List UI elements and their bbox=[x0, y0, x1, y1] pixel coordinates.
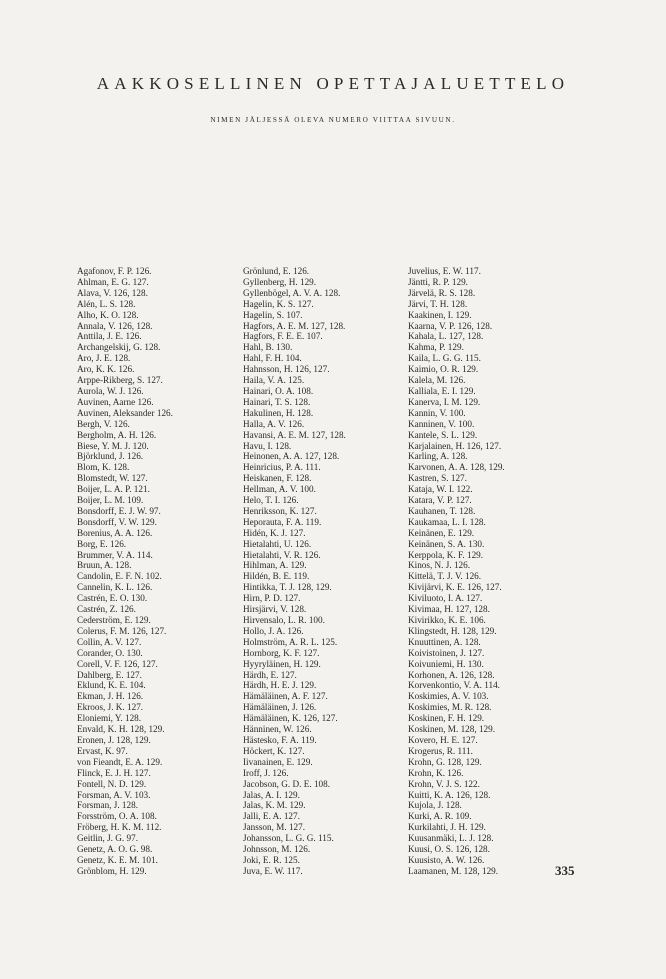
index-entry: Hämäläinen, J. 126. bbox=[243, 702, 317, 713]
index-entry: Hagelin, K. S. 127. bbox=[243, 298, 314, 309]
index-entry: Kuusi, O. S. 126, 128. bbox=[408, 844, 490, 855]
index-entry: Hainari, O. A. 108. bbox=[243, 385, 314, 396]
index-entry: Kanninen, V. 100. bbox=[408, 418, 475, 429]
index-entry: Krogerus, R. 111. bbox=[408, 745, 473, 756]
index-entry: Forsström, O. A. 108. bbox=[77, 811, 157, 822]
index-entry: Blomstedt, W. 127. bbox=[77, 473, 148, 484]
index-entry: Kinos, N. J. 126. bbox=[408, 560, 471, 571]
index-entry: Genetz, K. E. M. 101. bbox=[77, 854, 158, 865]
index-entry: Hainari, T. S. 128. bbox=[243, 396, 311, 407]
index-entry: Collin, A. V. 127. bbox=[77, 636, 142, 647]
index-entry: Iroff, J. 126. bbox=[243, 767, 289, 778]
index-entry: Genetz, A. O. G. 98. bbox=[77, 844, 153, 855]
index-entry: Helo, T. I. 126. bbox=[243, 495, 299, 506]
index-entry: Johnsson, M. 126. bbox=[243, 844, 311, 855]
index-entry: Kastren, S. 127. bbox=[408, 473, 467, 484]
index-entry: Grönlund, E. 126. bbox=[243, 266, 310, 276]
index-entry: Bonsdorff, E. J. W. 97. bbox=[77, 505, 161, 516]
index-entry: Jalas, K. M. 129. bbox=[243, 800, 306, 811]
index-entry: Jacobson, G. D. E. 108. bbox=[243, 778, 331, 789]
index-entry: Grönblom, H. 129. bbox=[77, 865, 147, 876]
index-entry: Järvi, T. H. 128. bbox=[408, 298, 468, 309]
index-entry: Biese, Y. M. J. 120. bbox=[77, 440, 149, 451]
index-entry: Koskimies, A. V. 103. bbox=[408, 691, 489, 702]
index-entry: Hahl, F. H. 104. bbox=[243, 353, 302, 364]
index-entry: Härdh, H. E. J. 129. bbox=[243, 680, 317, 691]
index-entry: Hirvensalo, L. R. 100. bbox=[243, 615, 325, 625]
index-entry: Heiskanen, F. 128. bbox=[243, 473, 312, 484]
index-entry: Hirsjärvi, V. 128. bbox=[243, 604, 307, 615]
index-entry: Kanerva, I. M. 129. bbox=[408, 396, 481, 407]
index-entry: Kurkilahti, J. H. 129. bbox=[408, 822, 486, 833]
page-subtitle: NIMEN JÄLJESSÄ OLEVA NUMERO VIITTAA SIVUUN. bbox=[210, 116, 456, 124]
index-entry: Korhonen, A. 126, 128. bbox=[408, 669, 495, 680]
index-entry: Kittelä, T. J. V. 126. bbox=[408, 571, 482, 582]
index-entry: Blom, K. 128. bbox=[77, 462, 130, 473]
page-number: 335 bbox=[555, 863, 575, 878]
index-entry: Krohn, V. J. S. 122. bbox=[408, 778, 480, 789]
index-entry: Karvonen, A. A. 128, 129. bbox=[408, 462, 505, 473]
index-entry: Joki, E. R. 125. bbox=[243, 854, 300, 865]
index-entry: Boijer, L. M. 109. bbox=[77, 495, 144, 506]
index-entry: Heinonen, A. A. 127, 128. bbox=[243, 451, 340, 462]
index-entry: Castrén, Z. 126. bbox=[77, 604, 136, 615]
index-entry: Hagelin, S. 107. bbox=[243, 309, 303, 320]
index-entry: Hollo, J. A. 126. bbox=[243, 625, 304, 636]
index-entry: Colerus, F. M. 126, 127. bbox=[77, 625, 167, 636]
index-entry: Jalas, A. I. 129. bbox=[243, 789, 300, 800]
index-entry: Juva, E. W. 117. bbox=[243, 865, 303, 876]
index-entry: Kuusanmäki, L. J. 128. bbox=[408, 833, 494, 844]
index-entry: Kaila, L. G. G. 115. bbox=[408, 353, 481, 364]
index-entry: Kuusisto, A. W. 126. bbox=[408, 854, 485, 865]
index-entry: Kaakinen, I. 129. bbox=[408, 309, 472, 320]
index-entry: Klingstedt, H. 128, 129. bbox=[408, 625, 497, 636]
index-entry: Kataja, W. I. 122. bbox=[408, 484, 473, 495]
index-entry: Kivijärvi, K. E. 126, 127. bbox=[408, 582, 502, 593]
index-entry: Auvinen, Aleksander 126. bbox=[77, 407, 173, 418]
index-entry: Kivirikko, K. E. 106. bbox=[408, 615, 486, 625]
index-entry: Fontell, N. D. 129. bbox=[77, 778, 147, 789]
index-entry: Heporauta, F. A. 119. bbox=[243, 516, 322, 527]
index-entry: Boijer, L. A. P. 121. bbox=[77, 484, 150, 495]
index-entry: Anttila, J. E. 126. bbox=[77, 331, 142, 342]
index-entry: Haila, V. A. 125. bbox=[243, 375, 305, 386]
index-entry: Kaarna, V. P. 126, 128. bbox=[408, 320, 493, 331]
index-entry: Kiviluoto, I. A. 127. bbox=[408, 593, 483, 604]
index-entry: Kahma, P. 129. bbox=[408, 342, 464, 353]
index-entry: Koskinen, F. H. 129. bbox=[408, 713, 485, 724]
index-entry: Hämäläinen, A. F. 127. bbox=[243, 691, 328, 702]
page-title: AAKKOSELLINEN OPETTAJALUETTELO bbox=[96, 74, 570, 93]
index-entry: Karjalainen, H. 126, 127. bbox=[408, 440, 502, 451]
index-entry: Gyllenberg, H. 129. bbox=[243, 276, 317, 287]
index-entry: Fröberg, H. K. M. 112. bbox=[77, 822, 162, 833]
index-entry: Hirn, P. D. 127. bbox=[243, 593, 301, 604]
index-entry: Aurola, W. J. 126. bbox=[77, 385, 144, 396]
index-entry: Kujola, J. 128. bbox=[408, 800, 462, 811]
index-entry: Havansi, A. E. M. 127, 128. bbox=[243, 429, 346, 440]
index-entry: Gyllenbögel, A. V. A. 128. bbox=[243, 287, 341, 298]
index-entry: Hahnsson, H. 126, 127. bbox=[243, 364, 330, 375]
index-entry: Cederström, E. 129. bbox=[77, 615, 151, 625]
index-entry: Kaukamaa, L. I. 128. bbox=[408, 516, 486, 527]
index-entry: von Fieandt, E. A. 129. bbox=[77, 756, 163, 767]
index-entry: Korvenkontio, V. A. 114. bbox=[408, 680, 500, 691]
index-entry: Borg, E. 126. bbox=[77, 538, 127, 549]
index-entry: Kovero, H. E. 127. bbox=[408, 734, 478, 745]
index-column-3 bbox=[408, 266, 505, 877]
index-entry: Hahl, B. 130. bbox=[243, 342, 293, 353]
index-entry: Hakulinen, H. 128. bbox=[243, 407, 314, 418]
index-entry: Hästesko, F. A. 119. bbox=[243, 734, 317, 745]
index-entry: Hietalahti, V. R. 126. bbox=[243, 549, 321, 560]
index-entry: Keinänen, E. 129. bbox=[408, 527, 475, 538]
index-entry: Kannin, V. 100. bbox=[408, 407, 466, 418]
index-entry: Knuuttinen, A. 128. bbox=[408, 636, 481, 647]
index-entry: Juvelius, E. W. 117. bbox=[408, 266, 481, 276]
index-entry: Hyyryläinen, H. 129. bbox=[243, 658, 321, 669]
index-entry: Dahlberg, E. 127. bbox=[77, 669, 142, 680]
index-entry: Hintikka, T. J. 128, 129. bbox=[243, 582, 332, 593]
index-entry: Alava, V. 126, 128. bbox=[77, 287, 148, 298]
index-entry: Flinck, E. J. H. 127. bbox=[77, 767, 151, 778]
index-entry: Ekroos, J. K. 127. bbox=[77, 702, 144, 713]
index-entry: Forsman, A. V. 103. bbox=[77, 789, 151, 800]
index-entry: Koivuniemi, H. 130. bbox=[408, 658, 484, 669]
index-entry: Hellman, A. V. 100. bbox=[243, 484, 316, 495]
index-entry: Koskinen, M. 128, 129. bbox=[408, 724, 496, 735]
index-entry: Brummer, V. A. 114. bbox=[77, 549, 153, 560]
index-entry: Kalliala, E. I. 129. bbox=[408, 385, 476, 396]
index-entry: Krohn, K. 126. bbox=[408, 767, 464, 778]
index-entry: Candolin, E. F. N. 102. bbox=[77, 571, 162, 582]
index-entry: Hidén, K. J. 127. bbox=[243, 527, 306, 538]
index-entry: Katara, V. P. 127. bbox=[408, 495, 472, 506]
index-entry: Auvinen, Aarne 126. bbox=[77, 396, 154, 407]
index-entry: Koskimies, M. R. 128. bbox=[408, 702, 492, 713]
index-entry: Kantele, S. L. 129. bbox=[408, 429, 478, 440]
index-column-2 bbox=[243, 266, 346, 877]
index-entry: Eloniemi, Y. 128. bbox=[77, 713, 142, 724]
index-entry: Iivanainen, E. 129. bbox=[243, 756, 313, 767]
index-entry: Hildén, B. E. 119. bbox=[243, 571, 310, 582]
index-entry: Alho, K. O. 128. bbox=[77, 309, 139, 320]
index-entry: Laamanen, M. 128, 129. bbox=[408, 865, 499, 876]
index-entry: Keinänen, S. A. 130. bbox=[408, 538, 485, 549]
index-entry: Kalela, M. 126. bbox=[408, 375, 466, 386]
index-entry: Järvelä, R. S. 128. bbox=[408, 287, 476, 298]
index-entry: Hietalahti, U. 126. bbox=[243, 538, 312, 549]
index-entry: Forsman, J. 128. bbox=[77, 800, 138, 811]
index-entry: Corell, V. F. 126, 127. bbox=[77, 658, 158, 669]
index-entry: Kivimaa, H. 127, 128. bbox=[408, 604, 490, 615]
index-entry: Bergholm, A. H. 126. bbox=[77, 429, 157, 440]
index-entry: Borenius, A. A. 126. bbox=[77, 527, 153, 538]
index-entry: Corander, O. 130. bbox=[77, 647, 143, 658]
index-entry: Jalli, E. A. 127. bbox=[243, 811, 300, 822]
index-entry: Havu, I. 128. bbox=[243, 440, 292, 451]
index-entry: Henriksson, K. 127. bbox=[243, 505, 317, 516]
index-entry: Ekman, J. H. 126. bbox=[77, 691, 144, 702]
index-entry: Hagfors, F. E. E. 107. bbox=[243, 331, 323, 342]
index-entry: Annala, V. 126, 128. bbox=[77, 320, 153, 331]
index-entry: Kauhanen, T. 128. bbox=[408, 505, 476, 516]
index-entry: Arppe-Rikberg, S. 127. bbox=[77, 375, 163, 386]
index-entry: Ahlman, E. G. 127. bbox=[77, 276, 149, 287]
index-entry: Krohn, G. 128, 129. bbox=[408, 756, 482, 767]
index-entry: Holmström, A. R. L. 125. bbox=[243, 636, 338, 647]
index-entry: Höckert, K. 127. bbox=[243, 745, 305, 756]
index-entry: Hagfors, A. E. M. 127, 128. bbox=[243, 320, 346, 331]
index-entry: Hornborg, K. F. 127. bbox=[243, 647, 320, 658]
index-entry: Jansson, M. 127. bbox=[243, 822, 306, 833]
index-entry: Bergh, V. 126. bbox=[77, 418, 130, 429]
index-entry: Kerppola, K. F. 129. bbox=[408, 549, 484, 560]
index-entry: Bruun, A. 128. bbox=[77, 560, 132, 571]
index-entry: Kaimio, O. R. 129. bbox=[408, 364, 479, 375]
index-entry: Aro, J. E. 128. bbox=[77, 353, 131, 364]
index-entry: Karling, A. 128. bbox=[408, 451, 468, 462]
index-entry: Castrén, E. O. 130. bbox=[77, 593, 148, 604]
index-entry: Agafonov, F. P. 126. bbox=[77, 266, 152, 276]
index-entry: Johansson, L. G. G. 115. bbox=[243, 833, 334, 844]
index-entry: Aro, K. K. 126. bbox=[77, 364, 135, 375]
index-entry: Halla, A. V. 126. bbox=[243, 418, 305, 429]
index-entry: Kahala, L. 127, 128. bbox=[408, 331, 484, 342]
index-entry: Koivistoinen, J. 127. bbox=[408, 647, 485, 658]
index-entry: Jäntti, R. P. 129. bbox=[408, 276, 468, 287]
index-entry: Kurki, A. R. 109. bbox=[408, 811, 472, 822]
index-entry: Hänninen, W. 126. bbox=[243, 724, 312, 735]
index-entry: Ervast, K. 97. bbox=[77, 745, 128, 756]
index-entry: Alén, L. S. 128. bbox=[77, 298, 136, 309]
index-entry: Kuitti, K. A. 126, 128. bbox=[408, 789, 491, 800]
index-entry: Envald, K. H. 128, 129. bbox=[77, 724, 165, 735]
index-entry: Cannelin, K. L. 126. bbox=[77, 582, 153, 593]
index-column-1 bbox=[77, 266, 173, 877]
index-entry: Archangelskij, G. 128. bbox=[77, 342, 161, 353]
index-entry: Härdh, E. 127. bbox=[243, 669, 297, 680]
index-entry: Eronen, J. 128, 129. bbox=[77, 734, 151, 745]
index-entry: Bonsdorff, V. W. 129. bbox=[77, 516, 157, 527]
index-entry: Heinricius, P. A. 111. bbox=[243, 462, 321, 473]
index-entry: Eklund, K. E. 104. bbox=[77, 680, 146, 691]
index-entry: Hämäläinen, K. 126, 127. bbox=[243, 713, 338, 724]
index-entry: Geitlin, J. G. 97. bbox=[77, 833, 138, 844]
index-entry: Björklund, J. 126. bbox=[77, 451, 144, 462]
index-entry: Hihlman, A. 129. bbox=[243, 560, 307, 571]
